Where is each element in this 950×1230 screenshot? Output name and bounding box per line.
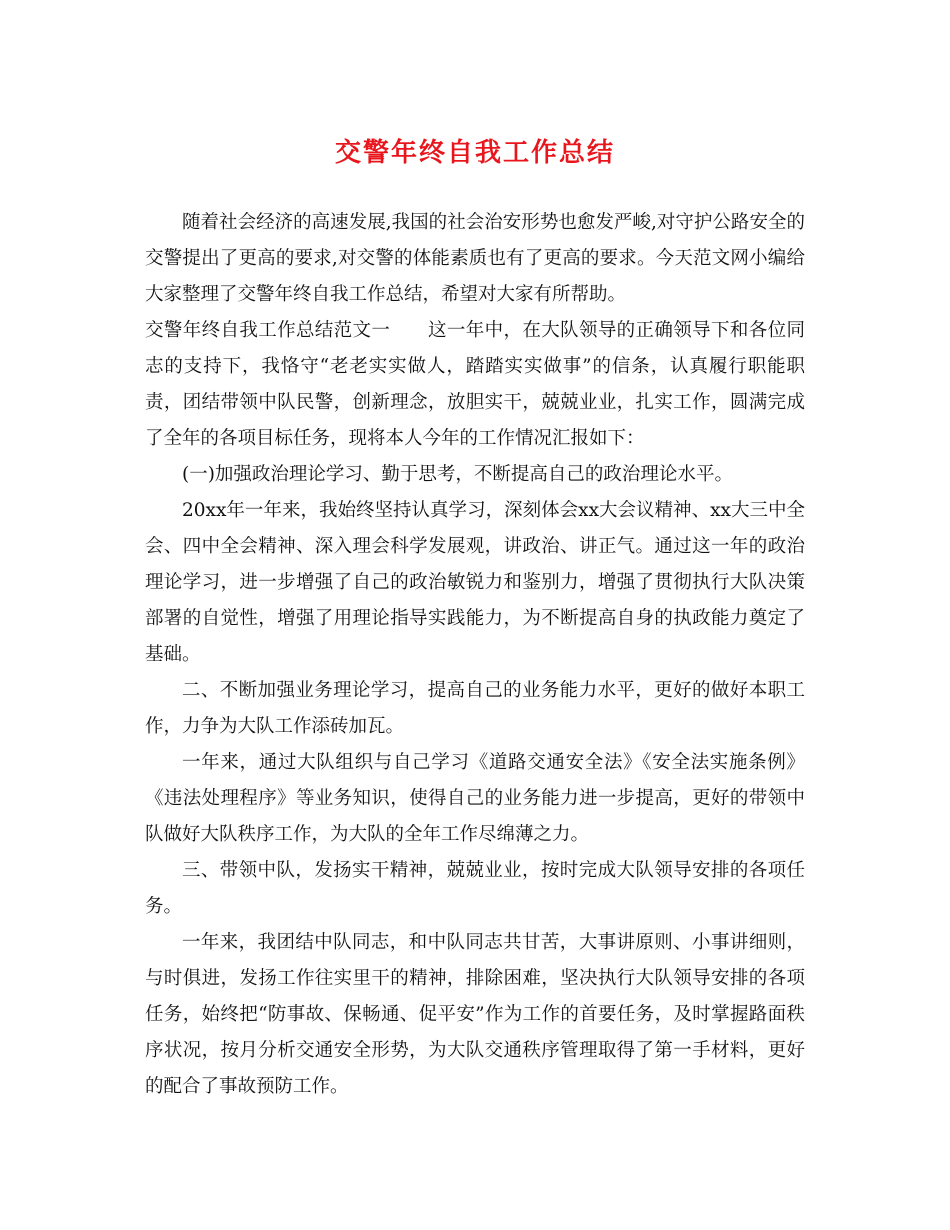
document-body [145,205,805,1105]
paragraph: 随着社会经济的高速发展,我国的社会治安形势也愈发严峻,对守护公路安全的交警提出了更高的要求,对交警的体能素质也有了更高的要求。今天范文网小编给大家整理了交警年终自我工作总结，希望对大家有所帮助。 [145,212,805,305]
paragraph: 一年来，我团结中队同志，和中队同志共甘苦，大事讲原则、小事讲细则，与时俱进，发扬工作往实里干的精神，排除困难，坚决执行大队领导安排的各项任务，始终把“防事故、保畅通、促平安”作为工作的首要任务，及时掌握路面秩序状况，按月分析交通安全形势，为大队交通秩序管理取得了第一手材料，更好的配合了事故预防工作。 [145,932,805,1097]
paragraph: 交警年终自我工作总结范文一 这一年中，在大队领导的正确领导下和各位同志的支持下，我恪守“老老实实做人，踏踏实实做事”的信条，认真履行职能职责，团结带领中队民警，创新理念，放胆实干，兢兢业业，扎实工作，圆满完成了全年的各项目标任务，现将本人今年的工作情况汇报如下： [145,320,805,449]
paragraph: 二、不断加强业务理论学习，提高自己的业务能力水平，更好的做好本职工作，力争为大队工作添砖加瓦。 [145,680,805,737]
document-title: 交警年终自我工作总结 [334,138,615,168]
paragraph: 三、带领中队，发扬实干精神，兢兢业业，按时完成大队领导安排的各项任务。 [145,860,805,917]
paragraph: 一年来，通过大队组织与自己学习《道路交通安全法》《安全法实施条例》《违法处理程序》等业务知识，使得自己的业务能力进一步提高，更好的带领中队做好大队秩序工作，为大队的全年工作尽绵薄之力。 [145,752,805,845]
paragraph: (一)加强政治理论学习、勤于思考，不断提高自己的政治理论水平。 [182,464,733,485]
paragraph: 20xx年一年来，我始终坚持认真学习，深刻体会xx大会议精神、xx大三中全会、四中全会精神、深入理会科学发展观，讲政治、讲正气。通过这一年的政治理论学习，进一步增强了自己的政治敏锐力和鉴别力，增强了贯彻执行大队决策部署的自觉性，增强了用理论指导实践能力，为不断提高自身的执政能力奠定了基础。 [145,500,805,665]
